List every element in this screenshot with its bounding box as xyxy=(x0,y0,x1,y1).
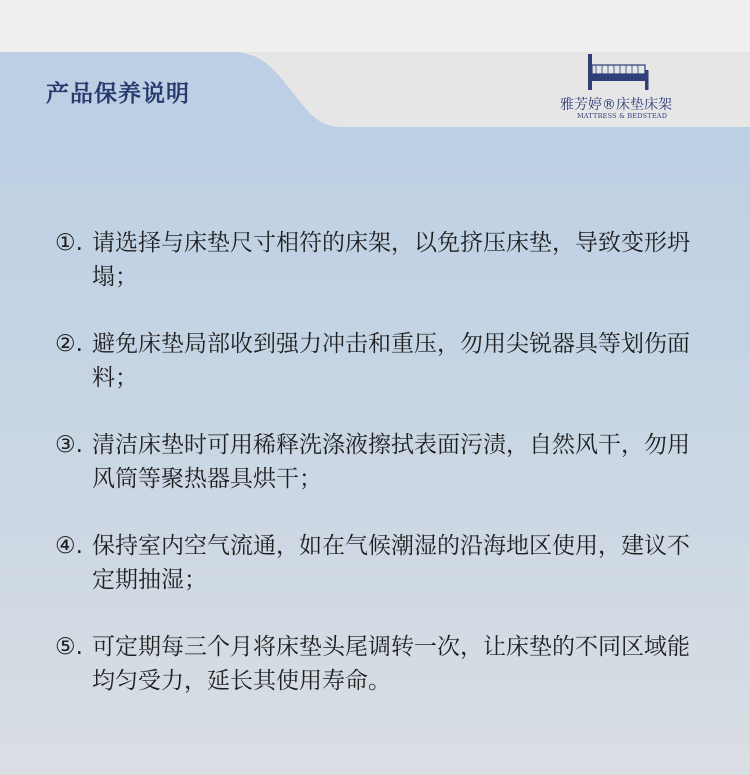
list-item xyxy=(55,226,705,294)
item-number: ②. xyxy=(55,331,83,357)
list-item xyxy=(55,428,705,496)
care-instructions-list xyxy=(55,226,705,731)
list-item xyxy=(55,327,705,395)
item-number: ⑤. xyxy=(55,634,83,660)
item-text: 清洁床垫时可用稀释洗涤液擦拭表面污渍，自然风干，勿用风筒等聚热器具烘干； xyxy=(92,432,690,492)
item-text: 可定期每三个月将床垫头尾调转一次，让床垫的不同区域能均匀受力，延长其使用寿命。 xyxy=(92,634,690,694)
item-text: 请选择与床垫尺寸相符的床架，以免挤压床垫，导致变形坍塌； xyxy=(92,230,690,290)
list-item xyxy=(55,529,705,597)
bed-icon xyxy=(560,52,680,94)
page-title: 产品保养说明 xyxy=(46,81,190,107)
item-text: 避免床垫局部收到强力冲击和重压，勿用尖锐器具等划伤面料； xyxy=(92,331,690,391)
list-item xyxy=(55,630,705,698)
brand-logo xyxy=(560,52,680,122)
top-strip xyxy=(0,0,750,52)
item-number: ④. xyxy=(55,533,83,559)
item-number: ③. xyxy=(55,432,83,458)
brand-subtitle: MATTRESS & BEDSTEAD xyxy=(577,112,668,120)
brand-name: 雅芳婷®床垫床架 xyxy=(560,97,672,113)
item-number: ①. xyxy=(55,230,83,256)
item-text: 保持室内空气流通，如在气候潮湿的沿海地区使用，建议不定期抽湿； xyxy=(92,533,690,593)
